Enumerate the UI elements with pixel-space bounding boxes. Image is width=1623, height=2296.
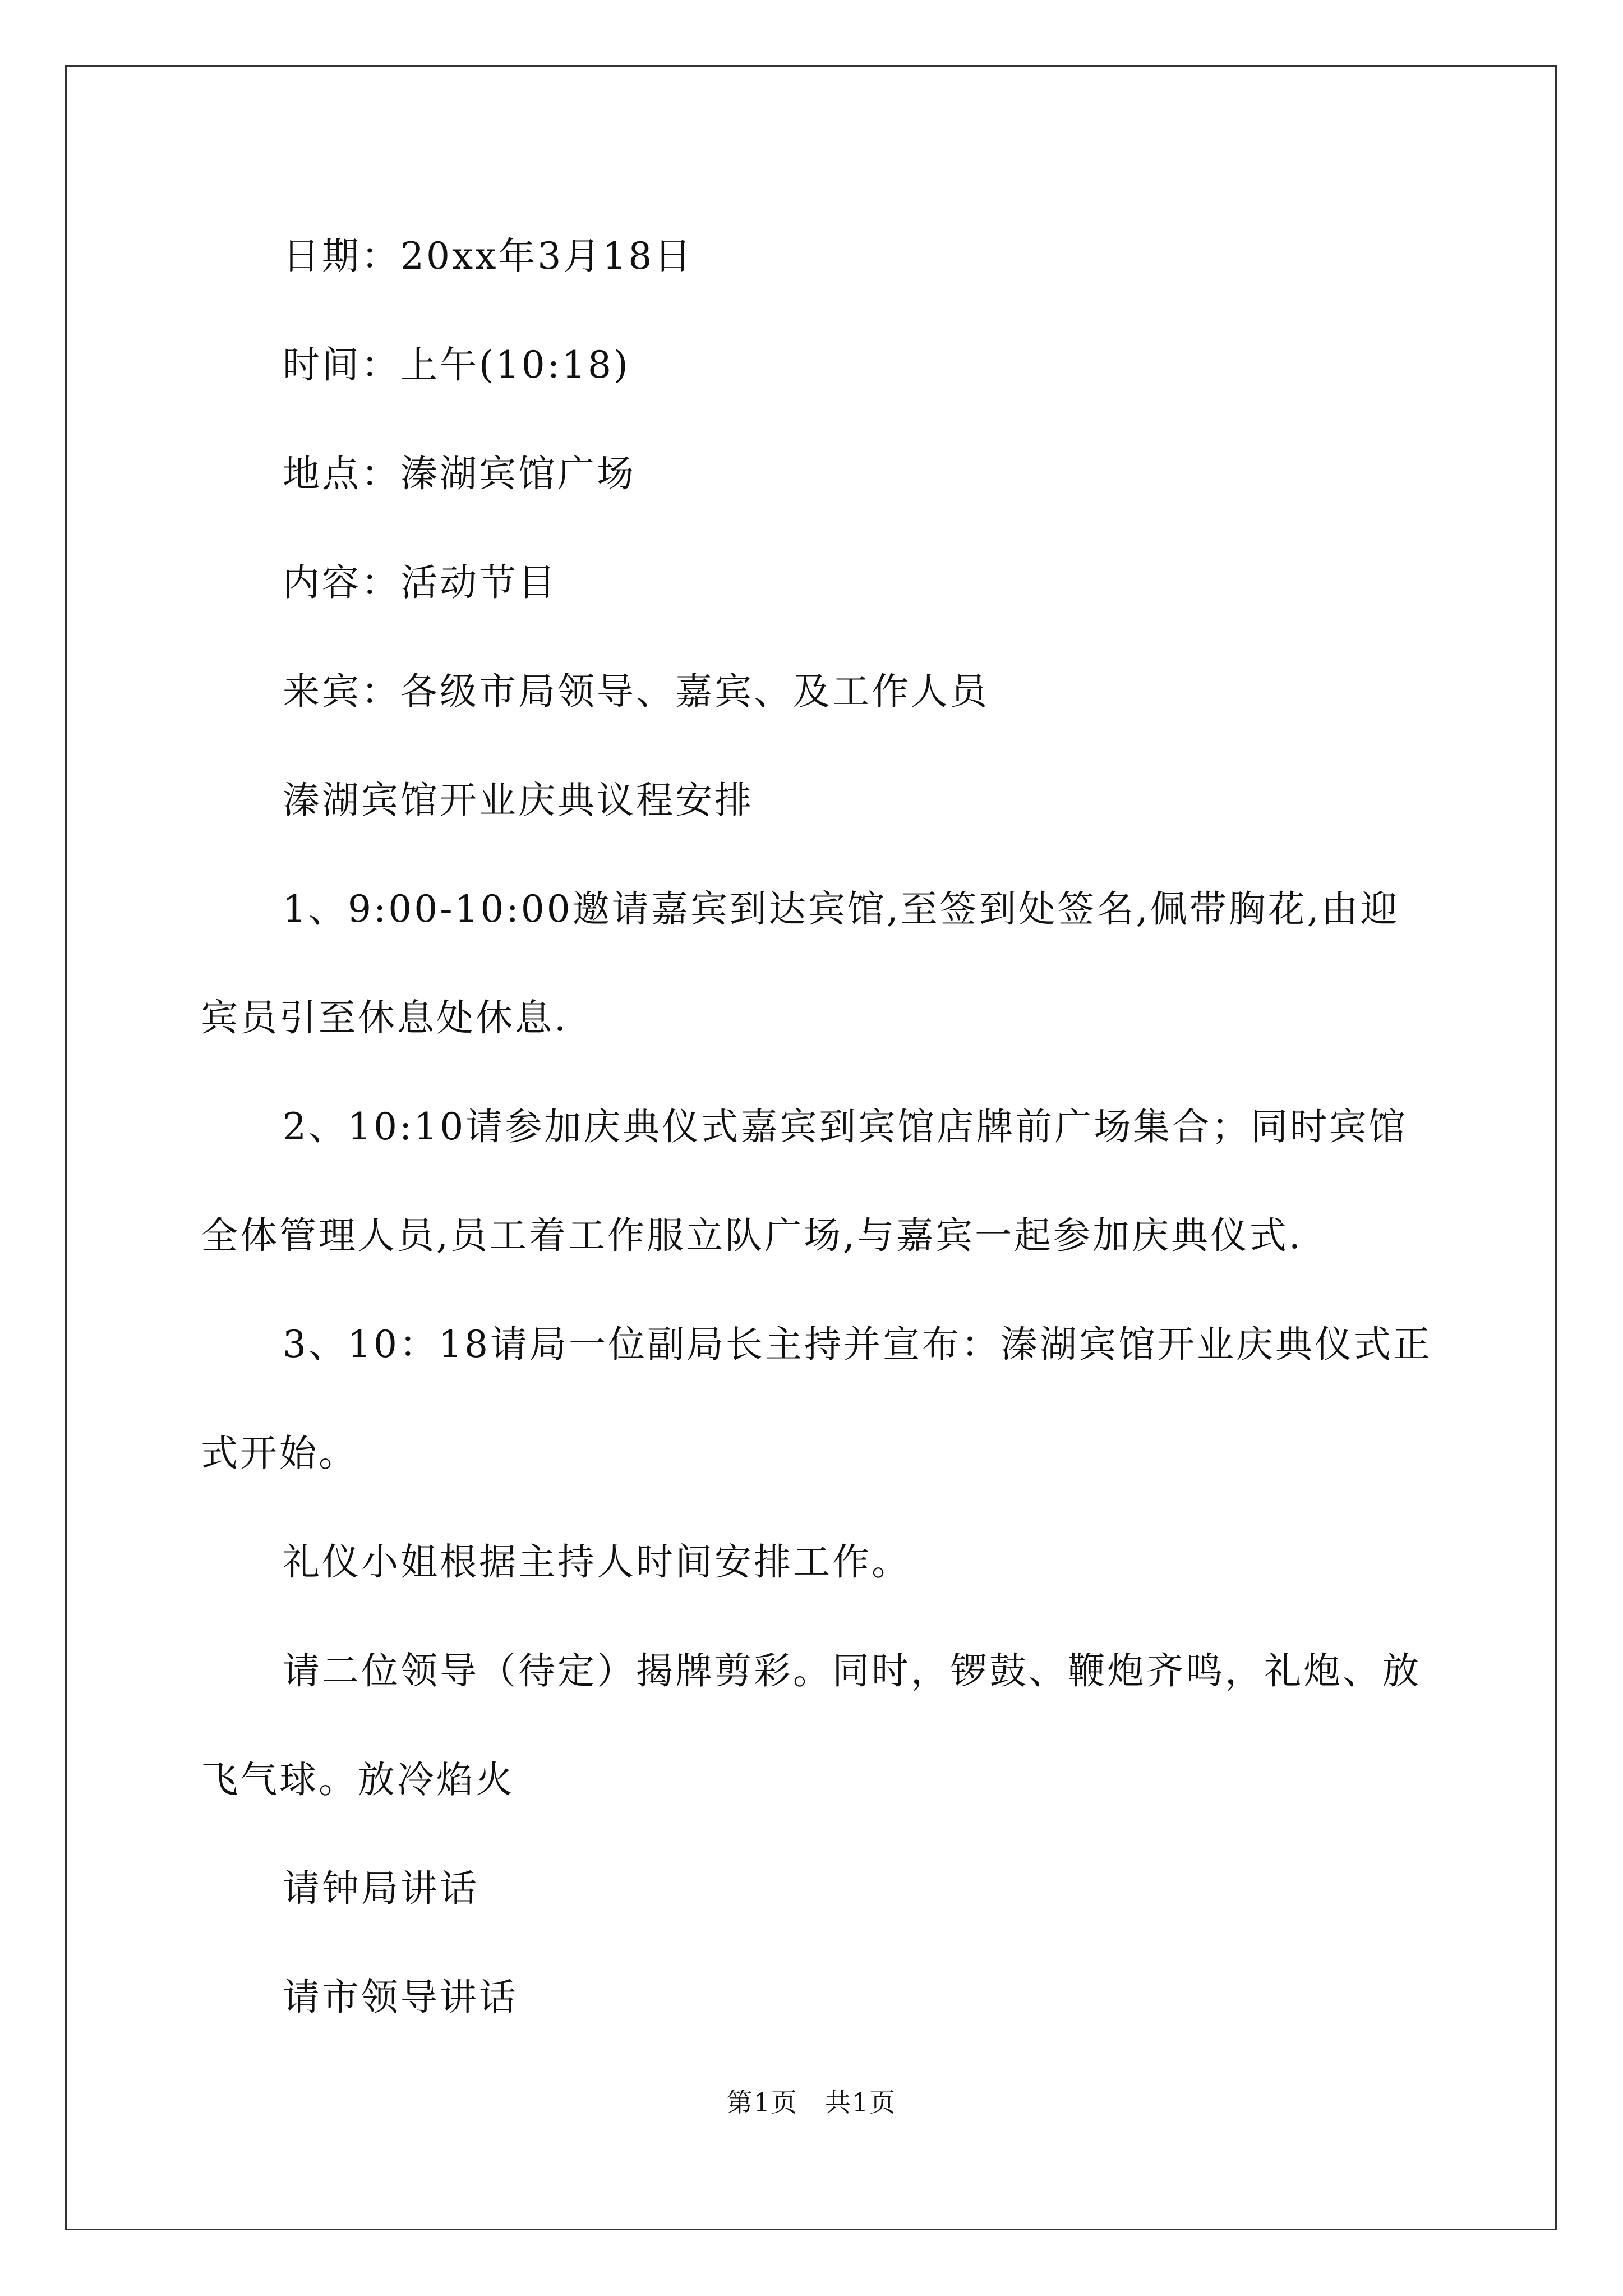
document-body [201, 202, 1435, 2052]
paragraph-time: 时间：上午(10:18) [283, 343, 630, 386]
paragraph-item-3: 3、10：18请局一位副局长主持并宣布：溱湖宾馆开业庆典仪式正式开始。 [201, 1323, 1432, 1475]
paragraph-date: 日期：20xx年3月18日 [283, 234, 694, 278]
page-footer: 第1页 共1页 [726, 2087, 897, 2118]
paragraph-speech-city: 请市领导讲话 [283, 1976, 518, 2019]
paragraph-location: 地点：溱湖宾馆广场 [283, 452, 636, 495]
paragraph-item-1: 1、9:00-10:00邀请嘉宾到达宾馆,至签到处签名,佩带胸花,由迎宾员引至休息处休息. [201, 887, 1400, 1039]
paragraph-item-2: 2、10:10请参加庆典仪式嘉宾到宾馆店牌前广场集合；同时宾馆全体管理人员,员工着工作服立队广场,与嘉宾一起参加庆典仪式. [201, 1105, 1408, 1257]
paragraph-etiquette: 礼仪小姐根据主持人时间安排工作。 [283, 1540, 911, 1584]
paragraph-speech-zhong: 请钟局讲话 [283, 1867, 479, 1910]
paragraph-content: 内容：活动节目 [283, 561, 557, 604]
paragraph-ribbon-cutting: 请二位领导（待定）揭牌剪彩。同时，锣鼓、鞭炮齐鸣，礼炮、放飞气球。放冷焰火 [201, 1649, 1421, 1801]
paragraph-guests: 来宾：各级市局领导、嘉宾、及工作人员 [283, 670, 989, 713]
paragraph-agenda-title: 溱湖宾馆开业庆典议程安排 [283, 779, 754, 822]
